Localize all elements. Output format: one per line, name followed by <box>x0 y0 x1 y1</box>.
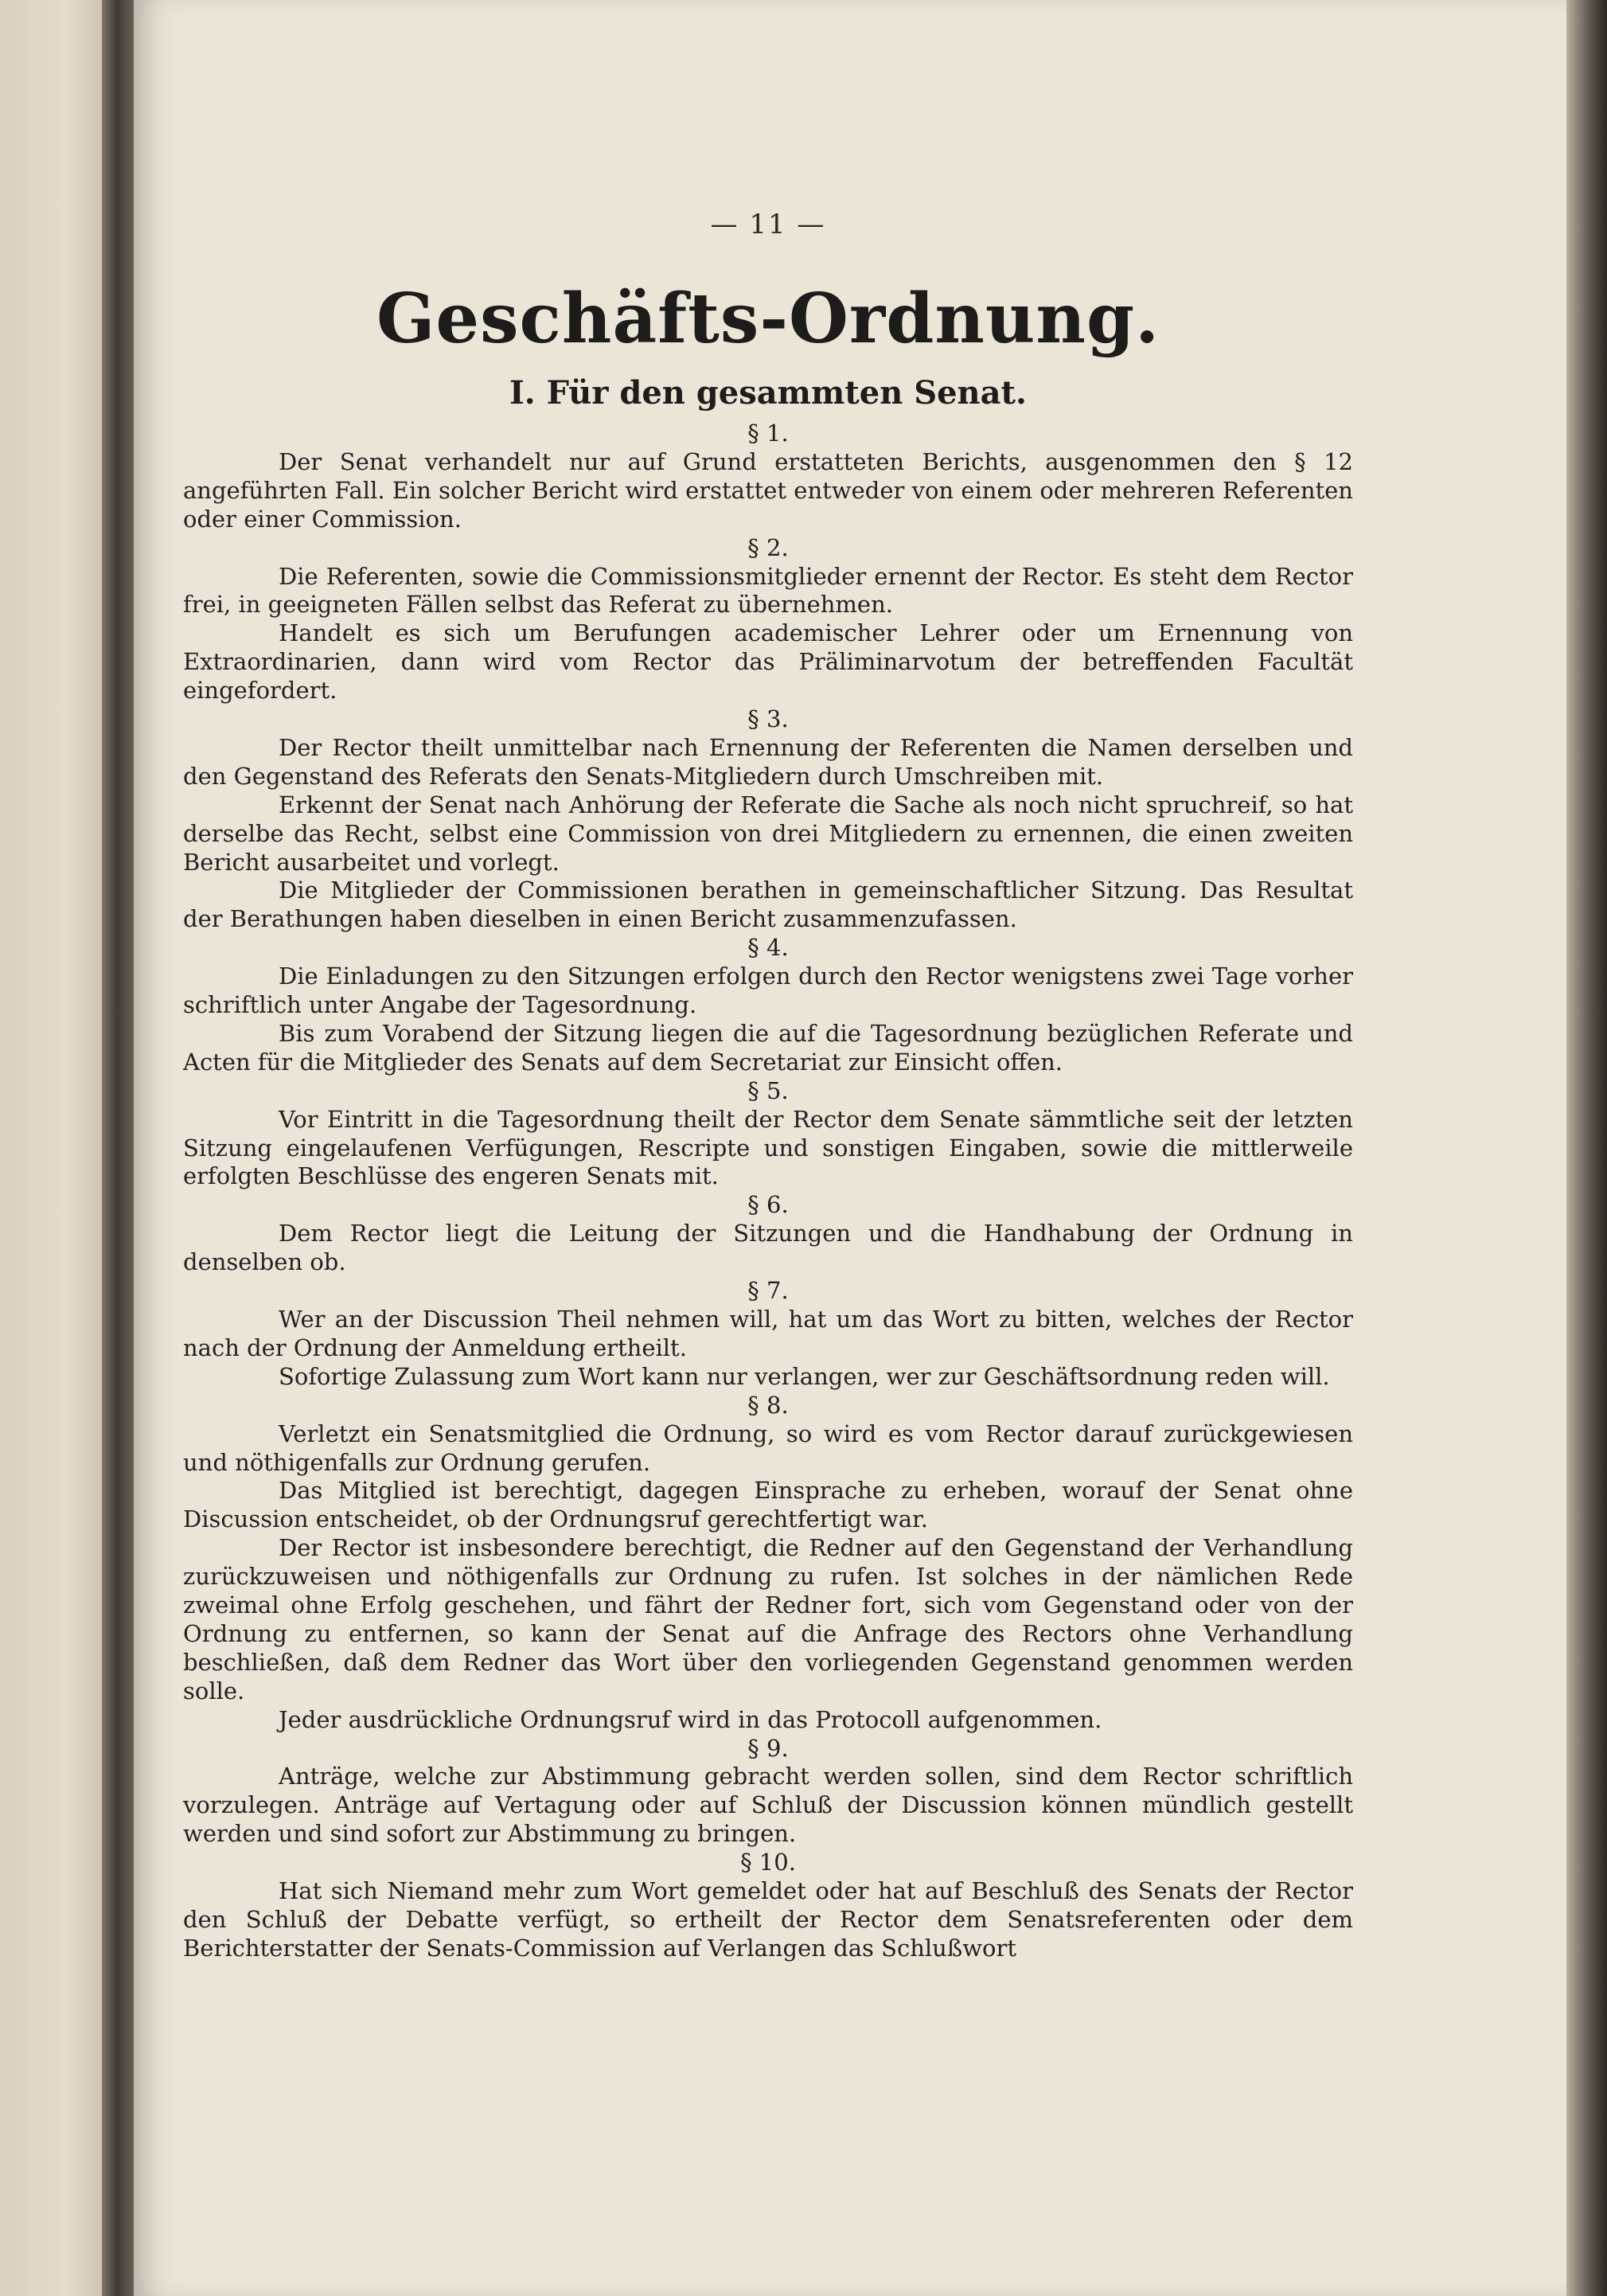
body-paragraph: Die Einladungen zu den Sitzungen erfolgen durch den Rector wenigstens zwei Tage vorher schriftlich unter Angabe der Tagesordnung. <box>183 963 1353 1019</box>
body-paragraph: Der Rector ist insbesondere berechtigt, die Redner auf den Gegenstand der Verhandlung zurückzuweisen und nöthigenfalls zur Ordnung zu rufen. Ist solches in der nämlichen Rede zweimal ohne Erfolg geschehen, und fährt der Redner fort, sich vom Gegenstand oder von der Ordnung zu entfernen, so kann der Senat auf die Anfrage des Rectors ohne Verhandlung beschließen, daß dem Redner das Wort über den vorliegenden Gegenstand genommen werden solle. <box>183 1534 1353 1704</box>
body-paragraph: Sofortige Zulassung zum Wort kann nur verlangen, wer zur Geschäftsordnung reden will. <box>279 1362 1330 1390</box>
body-paragraph: Das Mitglied ist berechtigt, dagegen Einsprache zu erheben, worauf der Senat ohne Discussion entscheidet, ob der Ordnungsruf gerechtfertigt war. <box>183 1477 1353 1533</box>
paragraph-mark: § 9. <box>747 1734 789 1762</box>
section-heading: I. Für den gesammten Senat. <box>509 374 1027 412</box>
paragraph-mark: § 2. <box>747 533 789 561</box>
body-paragraph: Verletzt ein Senatsmitglied die Ordnung, so wird es vom Rector darauf zurückgewiesen und nöthigenfalls zur Ordnung gerufen. <box>183 1419 1353 1476</box>
page-number: — 11 — <box>710 209 826 240</box>
page-edge-shadow <box>1566 0 1607 2296</box>
body-paragraph: Jeder ausdrückliche Ordnungsruf wird in das Protocoll aufgenommen. <box>279 1705 1102 1733</box>
body-paragraph: Die Mitglieder der Commissionen berathen in gemeinschaftlicher Sitzung. Das Resultat der Berathungen haben dieselben in einen Bericht zusammenzufassen. <box>183 877 1353 933</box>
body-paragraph: Wer an der Discussion Theil nehmen will, hat um das Wort zu bitten, welches der Rector nach der Ordnung der Anmeldung ertheilt. <box>183 1305 1353 1361</box>
body-paragraph: Vor Eintritt in die Tagesordnung theilt der Rector dem Senate sämmtliche seit der letzten Sitzung eingelaufenen Verfügungen, Rescripte und sonstigen Eingaben, sowie die mittlerweile erfolgten Beschlüsse des engeren Senats mit. <box>183 1105 1353 1190</box>
body-paragraph: Die Referenten, sowie die Commissionsmitglieder ernennt der Rector. Es steht dem Rector frei, in geeigneten Fällen selbst das Referat zu übernehmen. <box>183 562 1353 619</box>
book-gutter <box>102 0 135 2296</box>
paragraph-mark: § 10. <box>740 1849 796 1876</box>
paragraph-mark: § 8. <box>747 1391 789 1419</box>
paragraph-mark: § 1. <box>747 420 789 447</box>
page-title: Geschäfts-Ordnung. <box>376 279 1160 359</box>
body-paragraph: Erkennt der Senat nach Anhörung der Referate die Sache als noch nicht spruchreif, so hat derselbe das Recht, selbst eine Commission von drei Mitgliedern zu ernennen, die einen zweiten Bericht ausarbeitet und vorlegt. <box>183 791 1353 876</box>
paragraph-mark: § 7. <box>747 1277 789 1305</box>
body-paragraph: Dem Rector liegt die Leitung der Sitzungen und die Handhabung der Ordnung in denselben ob. <box>183 1220 1353 1276</box>
paragraph-mark: § 5. <box>747 1076 789 1104</box>
paragraph-mark: § 6. <box>747 1191 789 1219</box>
paragraph-mark: § 4. <box>747 934 789 962</box>
body-paragraph: Der Senat verhandelt nur auf Grund erstatteten Berichts, ausgenommen den § 12 angeführten Fall. Ein solcher Bericht wird erstattet entweder von einem oder mehreren Referenten oder einer Commission. <box>183 447 1353 533</box>
body-paragraph: Handelt es sich um Berufungen academischer Lehrer oder um Ernennung von Extraordinarien, dann wird vom Rector das Präliminarvotum der betreffenden Facultät eingefordert. <box>183 619 1353 705</box>
paragraph-mark: § 3. <box>747 705 789 733</box>
body-paragraph: Der Rector theilt unmittelbar nach Ernennung der Referenten die Namen derselben und den Gegenstand des Referats den Senats-Mitgliedern durch Umschreiben mit. <box>183 733 1353 790</box>
body-paragraph: Anträge, welche zur Abstimmung gebracht werden sollen, sind dem Rector schriftlich vorzulegen. Anträge auf Vertagung oder auf Schluß der Discussion können mündlich gestellt werden und sind sofort zur Abstimmung zu bringen. <box>183 1763 1353 1848</box>
body-paragraph: Bis zum Vorabend der Sitzung liegen die auf die Tagesordnung bezüglichen Referate und Acten für die Mitglieder des Senats auf dem Secretariat zur Einsicht offen. <box>183 1019 1353 1076</box>
body-text <box>183 420 1353 1963</box>
body-paragraph: Hat sich Niemand mehr zum Wort gemeldet oder hat auf Beschluß des Senats der Rector den Schluß der Debatte verfügt, so ertheilt der Rector dem Senatsreferenten oder dem Berichterstatter der Senats-Commission auf Verlangen das Schlußwort <box>183 1877 1353 1962</box>
